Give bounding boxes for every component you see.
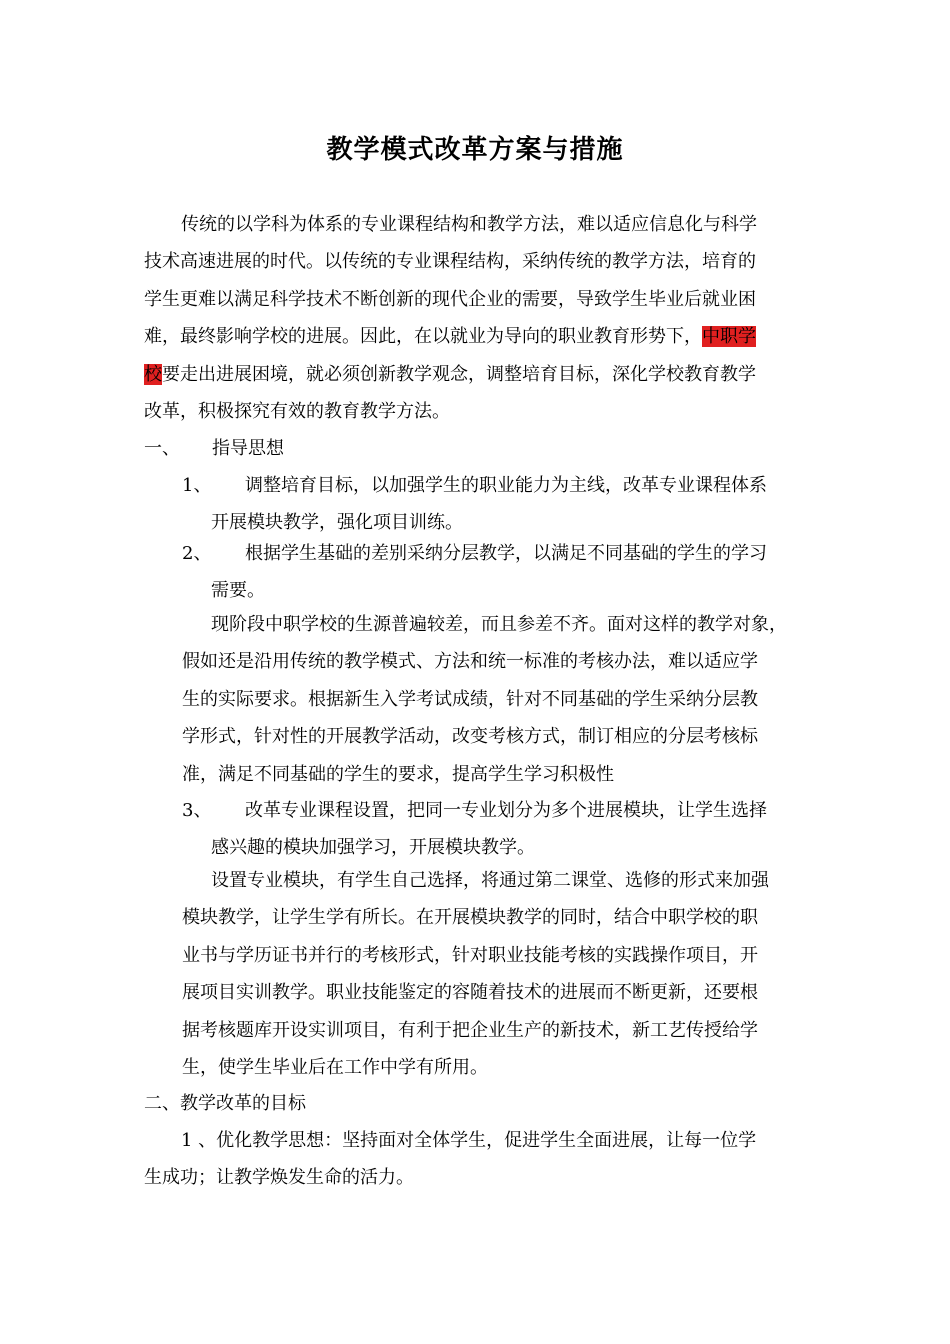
list-item-number: 1、 <box>182 475 212 496</box>
list-item-number: 3、 <box>182 800 212 821</box>
paragraph-line: 1 、优化教学思想：坚持面对全体学生，促进学生全面进展，让每一位学 <box>181 1130 757 1151</box>
body-paragraph <box>182 606 787 793</box>
paragraph-line: 生，使学生毕业后在工作中学有所用。 <box>182 1056 488 1078</box>
paragraph-line: 展项目实训教学。职业技能鉴定的容随着技术的进展而不断更新，还要根 <box>182 982 758 1004</box>
highlighted-text: 校 <box>144 363 162 385</box>
list-item-text: 改革专业课程设置，把同一专业划分为多个进展模块，让学生选择 <box>245 800 767 821</box>
paragraph-line: 业书与学历证书并行的考核形式，针对职业技能考核的实践操作项目，开 <box>182 944 758 966</box>
paragraph-line: 学形式，针对性的开展教学活动，改变考核方式，制订相应的分层考核标 <box>182 726 758 748</box>
paragraph-line: 现阶段中职学校的生源普遍较差，而且参差不齐。面对这样的教学对象， <box>211 614 787 635</box>
section1-title: 指导思想 <box>212 438 284 459</box>
paragraph-line: 生成功；让教学焕发生命的活力。 <box>144 1167 414 1189</box>
list-item <box>182 467 767 542</box>
list-item-text: 调整培育目标，以加强学生的职业能力为主线，改革专业课程体系 <box>245 475 767 496</box>
section1-number: 一、 <box>144 438 180 459</box>
intro-line: 传统的以学科为体系的专业课程结构和教学方法，难以适应信息化与科学 <box>181 214 757 235</box>
paragraph-line: 假如还是沿用传统的教学模式、方法和统一标准的考核办法，难以适应学 <box>182 651 758 673</box>
paragraph-line: 生的实际要求。根据新生入学考试成绩，针对不同基础的学生采纳分层教 <box>182 688 758 710</box>
intro-text: 难，最终影响学校的进展。因此，在以就业为导向的职业教育形势下， <box>144 326 702 348</box>
intro-line: 改革，积极探究有效的教育教学方法。 <box>144 400 450 422</box>
body-paragraph <box>182 862 769 1086</box>
document-title: 教学模式改革方案与措施 <box>326 135 624 165</box>
section2-heading: 二、教学改革的目标 <box>144 1093 306 1114</box>
paragraph-line: 据考核题库开设实训项目，有利于把企业生产的新技术，新工艺传授给学 <box>182 1019 758 1041</box>
list-item-number: 2、 <box>182 543 212 564</box>
intro-line: 学生更难以满足科学技术不断创新的现代企业的需要，导致学生毕业后就业困 <box>144 288 756 310</box>
highlighted-text: 中职学 <box>702 326 756 348</box>
list-item <box>182 535 767 610</box>
paragraph-line: 模块教学，让学生学有所长。在开展模块教学的同时，结合中职学校的职 <box>182 907 758 929</box>
list-item <box>182 792 767 867</box>
intro-line <box>144 356 757 393</box>
intro-line <box>144 318 757 355</box>
list-item-text: 根据学生基础的差别采纳分层教学，以满足不同基础的学生的学习 <box>245 543 767 564</box>
intro-line: 技术高速进展的时代。以传统的专业课程结构，采纳传统的教学方法，培育的 <box>144 251 756 273</box>
intro-text: 要走出进展困境，就必须创新教学观念，调整培育目标，深化学校教育教学 <box>162 363 756 385</box>
paragraph-line: 准，满足不同基础的学生的要求，提高学生学习积极性 <box>182 763 614 785</box>
body-paragraph <box>144 1122 756 1197</box>
list-item-text: 需要。 <box>211 580 265 602</box>
paragraph-line: 设置专业模块，有学生自己选择，将通过第二课堂、选修的形式来加强 <box>211 870 769 891</box>
intro-paragraph <box>144 206 757 430</box>
section1-heading <box>144 430 284 467</box>
list-item-text: 感兴趣的模块加强学习，开展模块教学。 <box>211 837 535 859</box>
list-item-text: 开展模块教学，强化项目训练。 <box>211 512 463 534</box>
